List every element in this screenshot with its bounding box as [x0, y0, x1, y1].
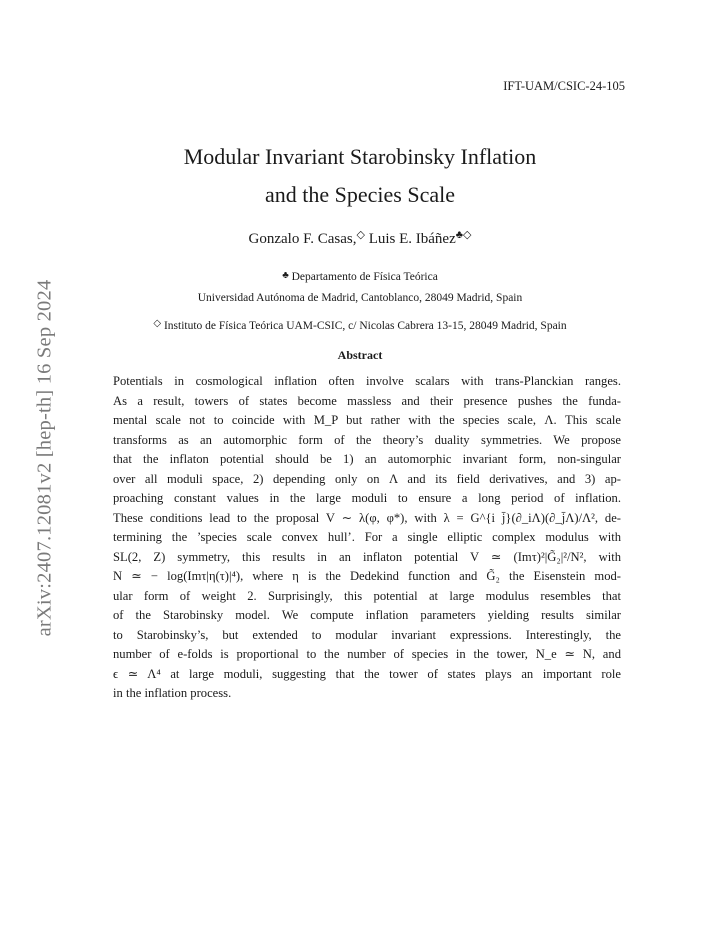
abstract-line: number of e-folds is proportional to the number of species in the tower, N_e ≃ N, and — [113, 647, 621, 661]
affiliation-mark: ♣◇ — [455, 229, 472, 241]
abstract-line: Potentials in cosmological inflation often involve scalars with trans-Planckian ranges. — [113, 374, 621, 388]
abstract-line: that the inflaton potential should be 1) an automorphic invariant form, non-singular — [113, 452, 621, 466]
affiliation-text: Departamento de Física Teórica — [291, 271, 438, 283]
abstract-line: to Starobinsky’s, but extended to modular invariant expressions. Interestingly, the — [113, 627, 621, 642]
abstract-text — [113, 372, 621, 704]
abstract-heading: Abstract — [337, 348, 383, 362]
abstract-line: termining the ’species scale convex hull’. For a single elliptic complex modulus with — [113, 530, 621, 544]
club-mark: ♣ — [282, 270, 289, 281]
abstract-line: SL(2, Z) symmetry, this results in an inflaton potential V ≃ (Imτ)²|G̃₂|²/N², with — [113, 549, 621, 564]
abstract-line: mental scale not to coincide with M_P but rather with the species scale, Λ. This scale — [113, 413, 621, 427]
affiliation-1-line-2: Universidad Autónoma de Madrid, Cantoblanco, 28049 Madrid, Spain — [197, 292, 523, 304]
affiliation-text: Instituto de Física Teórica UAM-CSIC, c/ Nicolas Cabrera 13-15, 28049 Madrid, Spain — [163, 320, 567, 332]
abstract-line: These conditions lead to the proposal V ∼ λ(φ, φ*), with λ = G^{i j̄}(∂_iΛ)(∂_j̄Λ)/Λ², de- — [113, 510, 621, 525]
paper-title — [0, 138, 720, 214]
author-name: Gonzalo F. Casas, — [248, 231, 357, 247]
author-name: Luis E. Ibáñez — [368, 231, 456, 247]
abstract-line: of the Starobinsky model. We compute inflation parameters yielding results similar — [113, 608, 621, 622]
affiliation-2 — [0, 318, 720, 332]
title-line-2: and the Species Scale — [265, 182, 455, 207]
report-number: IFT-UAM/CSIC-24-105 — [503, 79, 625, 93]
abstract-line: proaching constant values in the large moduli to ensure a long period of inflation. — [113, 491, 621, 505]
affiliation-mark: ◇ — [356, 229, 365, 241]
abstract-line: over all moduli space, 2) depending only on Λ and its field derivatives, and 3) ap- — [113, 471, 621, 486]
affiliation-1 — [0, 270, 720, 283]
abstract-line: As a result, towers of states become massless and their presence pushes the funda- — [113, 393, 621, 408]
title-line-1: Modular Invariant Starobinsky Inflation — [183, 144, 537, 169]
abstract-line: transforms as an automorphic form of the theory’s duality symmetries. We propose — [113, 432, 621, 447]
abstract-line: in the inflation process. — [113, 686, 232, 700]
abstract-line: N ≃ − log(Imτ|η(τ)|⁴), where η is the Dedekind function and G̃₂ the Eisenstein mod- — [113, 569, 621, 583]
arxiv-identifier-stamp: arXiv:2407.12081v2 [hep-th] 16 Sep 2024 — [33, 279, 56, 637]
abstract-line: ϵ ≃ Λ⁴ at large moduli, suggesting that the tower of states plays an important role — [113, 666, 621, 681]
abstract-line: ular form of weight 2. Surprisingly, this potential at large modulus resembles that — [113, 588, 621, 603]
diamond-mark: ◇ — [153, 318, 162, 329]
author-list — [0, 228, 720, 248]
